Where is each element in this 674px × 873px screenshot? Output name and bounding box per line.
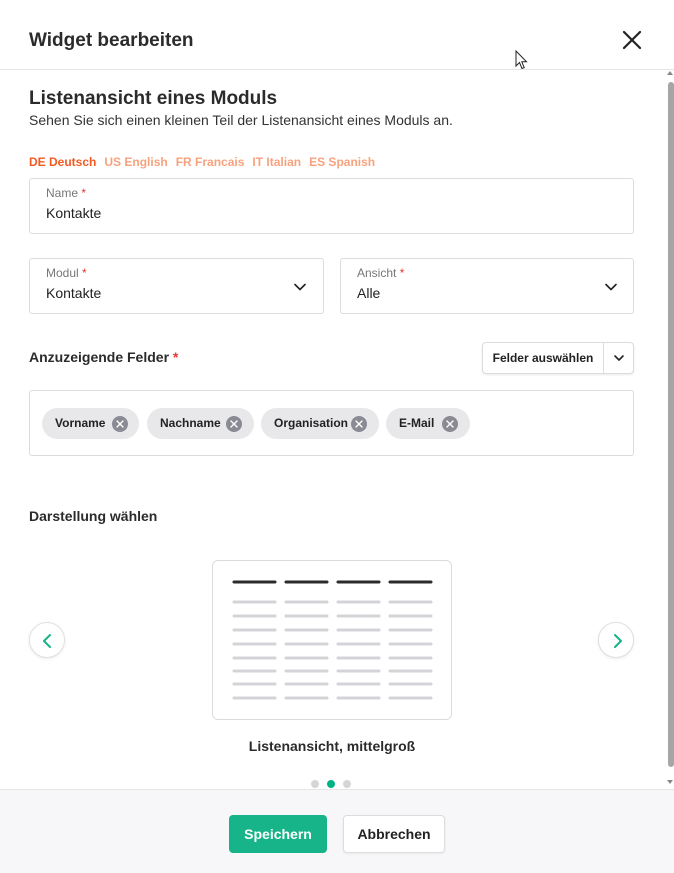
lang-tab-de[interactable]: DE Deutsch: [29, 155, 97, 169]
scroll-down-icon[interactable]: [667, 780, 673, 784]
carousel-next-button[interactable]: [598, 622, 634, 658]
chevron-down-icon: [294, 283, 306, 291]
required-mark: *: [82, 266, 87, 280]
modul-select[interactable]: [29, 258, 324, 314]
dialog-title: Widget bearbeiten: [29, 30, 194, 51]
chip-label: Organisation: [274, 416, 349, 430]
modul-select-label: Modul *: [46, 266, 87, 280]
required-mark: *: [81, 186, 87, 200]
remove-chip-icon[interactable]: [351, 416, 367, 432]
cancel-button[interactable]: Abbrechen: [343, 815, 445, 853]
chip-label: Vorname: [55, 416, 106, 430]
scrollbar[interactable]: [666, 70, 674, 790]
scroll-up-icon[interactable]: [667, 71, 673, 75]
field-chip-nachname: [147, 408, 254, 439]
scroll-thumb[interactable]: [668, 82, 674, 767]
layout-preview-card[interactable]: [212, 560, 452, 720]
chip-label: E-Mail: [399, 416, 435, 430]
name-field-label: Name *: [46, 186, 87, 200]
ansicht-select-label: Ansicht *: [357, 266, 405, 280]
remove-chip-icon[interactable]: [112, 416, 128, 432]
carousel-dot-active[interactable]: [327, 780, 335, 788]
field-chip-vorname: [42, 408, 139, 439]
field-chip-email: [386, 408, 470, 439]
ansicht-select-value: Alle: [357, 285, 381, 301]
fields-section-label: Anzuzeigende Felder *: [29, 349, 179, 365]
button-divider: [603, 343, 604, 373]
language-tabs: [29, 155, 375, 169]
select-fields-button-label[interactable]: Felder auswählen: [492, 351, 594, 365]
carousel-dot[interactable]: [343, 780, 351, 788]
close-button[interactable]: [620, 28, 644, 52]
lang-tab-it[interactable]: IT Italian: [252, 155, 302, 169]
save-button[interactable]: Speichern: [229, 815, 327, 853]
display-section-label: Darstellung wählen: [29, 508, 158, 524]
dialog-header: [0, 0, 674, 70]
field-chip-organisation: [261, 408, 379, 439]
mouse-cursor-icon: [515, 50, 529, 70]
layout-caption: Listenansicht, mittelgroß: [248, 738, 416, 754]
required-mark: *: [172, 349, 179, 365]
dialog-footer: [0, 789, 674, 873]
carousel-prev-button[interactable]: [29, 622, 65, 658]
chevron-left-icon: [41, 633, 55, 649]
required-mark: *: [399, 266, 405, 280]
close-icon: [620, 28, 644, 52]
chevron-down-icon[interactable]: [613, 354, 625, 362]
name-field[interactable]: [29, 178, 634, 234]
chevron-down-icon: [605, 283, 617, 291]
lang-tab-fr[interactable]: FR Francais: [175, 155, 245, 169]
name-field-value: Kontakte: [46, 205, 102, 221]
select-fields-button[interactable]: [482, 342, 634, 374]
chip-label: Nachname: [160, 416, 221, 430]
widget-description: Sehen Sie sich einen kleinen Teil der Listenansicht eines Moduls an.: [29, 112, 453, 128]
modul-select-value: Kontakte: [46, 285, 102, 301]
list-view-preview-icon: [213, 561, 453, 721]
remove-chip-icon[interactable]: [442, 416, 458, 432]
dialog-content: [0, 71, 666, 789]
remove-chip-icon[interactable]: [226, 416, 242, 432]
carousel-dot[interactable]: [311, 780, 319, 788]
widget-title: Listenansicht eines Moduls: [29, 88, 278, 109]
lang-tab-es[interactable]: ES Spanish: [309, 155, 376, 169]
chevron-right-icon: [610, 633, 624, 649]
lang-tab-us[interactable]: US English: [104, 155, 168, 169]
selected-fields-box: [29, 390, 634, 456]
ansicht-select[interactable]: [340, 258, 634, 314]
